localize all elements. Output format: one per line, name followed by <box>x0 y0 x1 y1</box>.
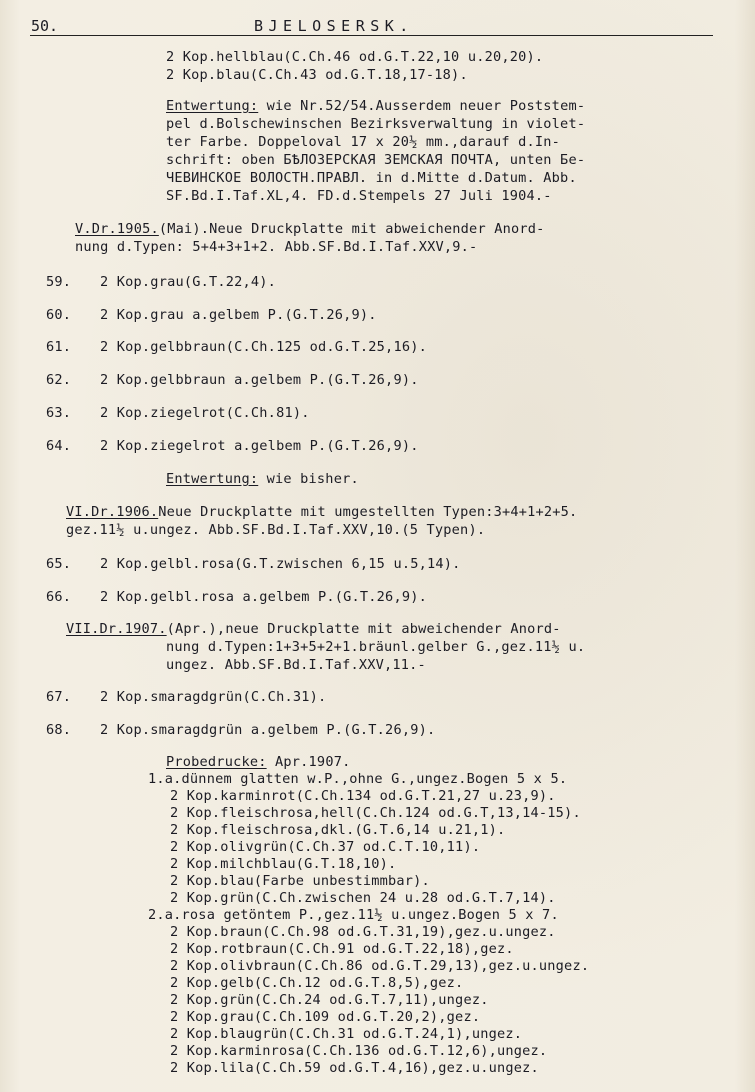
text-line: nung d.Typen: 5+4+3+1+2. Abb.SF.Bd.I.Taf.XXV,9.- <box>75 239 478 255</box>
item-text: 2 Kop.ziegelrot a.gelbem P.(G.T.26,9). <box>100 438 419 454</box>
text-line: 2 Kop.hellblau(C.Ch.46 od.G.T.22,10 u.20,20). <box>166 49 544 65</box>
paragraph-line <box>75 221 545 238</box>
text-line: gez.11½ u.ungez. Abb.SF.Bd.I.Taf.XXV,10.(5 Typen). <box>66 522 486 538</box>
paragraph-line <box>166 754 350 771</box>
item-text: 2 Kop.gelbl.rosa a.gelbem P.(G.T.26,9). <box>100 589 427 605</box>
item-text: 2 Kop.ziegelrot(C.Ch.81). <box>100 405 310 421</box>
text-line: 2 Kop.fleischrosa,hell(C.Ch.124 od.G.T,13,14-15). <box>170 805 581 821</box>
text-line: 2 Kop.gelb(C.Ch.12 od.G.T.8,5),gez. <box>170 975 464 991</box>
text-line: 2 Kop.grün(C.Ch.24 od.G.T.7,11),ungez. <box>170 992 489 1008</box>
text-span: (Apr.),neue Druckplatte mit abweichender Anord- <box>166 621 561 637</box>
text-line: SF.Bd.I.Taf.XL,4. FD.d.Stempels 27 Juli 1904.- <box>166 188 552 204</box>
item-number: 61. <box>46 339 72 355</box>
page-title: BJELOSERSK. <box>254 17 414 35</box>
text-line: 2 Kop.blau(Farbe unbestimmbar). <box>170 873 430 889</box>
list-item <box>46 405 310 422</box>
item-text: 2 Kop.smaragdgrün(C.Ch.31). <box>100 689 327 705</box>
text-line: schrift: oben БѢЛОЗЕРСКАЯ ЗЕМСКАЯ ПОЧТА, unten Бе- <box>166 152 586 168</box>
item-text: 2 Kop.gelbl.rosa(G.T.zwischen 6,15 u.5,14). <box>100 556 461 572</box>
item-text: 2 Kop.smaragdgrün a.gelbem P.(G.T.26,9). <box>100 722 436 738</box>
list-item <box>46 556 461 573</box>
text-line: 2.a.rosa getöntem P.,gez.11½ u.ungez.Bogen 5 x 7. <box>148 907 559 923</box>
item-number: 63. <box>46 405 72 421</box>
list-item <box>46 722 435 739</box>
text-line: 2 Kop.braun(C.Ch.98 od.G.T.31,19),gez.u.ungez. <box>170 924 556 940</box>
item-number: 66. <box>46 589 72 605</box>
item-text: 2 Kop.grau(G.T.22,4). <box>100 274 277 290</box>
item-number: 64. <box>46 438 72 454</box>
text-line: 2 Kop.olivgrün(C.Ch.37 od.C.T.10,11). <box>170 839 481 855</box>
header-rule <box>30 35 713 36</box>
section-heading: VI.Dr.1906. <box>66 504 159 520</box>
text-line: pel d.Bolschewinschen Bezirksverwaltung in violet- <box>166 116 586 132</box>
text-line: nung d.Typen:1+3+5+2+1.bräunl.gelber G.,gez.11½ u. <box>166 639 586 655</box>
text-line: 1.a.dünnem glatten w.P.,ohne G.,ungez.Bogen 5 x 5. <box>148 771 568 787</box>
item-text: 2 Kop.grau a.gelbem P.(G.T.26,9). <box>100 307 377 323</box>
page-number: 50. <box>31 17 59 35</box>
section-heading: VII.Dr.1907. <box>66 621 167 637</box>
list-item <box>46 689 326 706</box>
text-line: 2 Kop.grün(C.Ch.zwischen 24 u.28 od.G.T.7,14). <box>170 890 556 906</box>
list-item <box>46 589 427 606</box>
text-line: 2 Kop.lila(C.Ch.59 od.G.T.4,16),gez.u.ungez. <box>170 1060 539 1076</box>
list-item <box>46 438 419 455</box>
item-number: 60. <box>46 307 72 323</box>
item-text: 2 Kop.gelbbraun(C.Ch.125 od.G.T.25,16). <box>100 339 427 355</box>
text-line: ЧЕВИНСКОЕ ВОЛОСТН.ПРАВЛ. in d.Mitte d.Datum. Abb. <box>166 170 577 186</box>
text-span: wie Nr.52/54.Ausserdem neuer Poststem- <box>258 98 586 114</box>
paragraph-line <box>166 98 585 115</box>
section-heading: Entwertung: <box>166 98 259 114</box>
text-line: ter Farbe. Doppeloval 17 x 20½ mm.,darauf d.In- <box>166 134 561 150</box>
section-heading: Probedrucke: <box>166 754 267 770</box>
text-span: (Mai).Neue Druckplatte mit abweichender Anord- <box>158 221 545 237</box>
text-line: 2 Kop.karminrot(C.Ch.134 od.G.T.21,27 u.23,9). <box>170 788 556 804</box>
text-span: Apr.1907. <box>266 754 351 770</box>
text-line: 2 Kop.milchblau(G.T.18,10). <box>170 856 397 872</box>
list-item <box>46 372 419 389</box>
text-line: 2 Kop.blaugrün(C.Ch.31 od.G.T.24,1),ungez. <box>170 1026 523 1042</box>
paragraph-line <box>66 621 561 638</box>
text-line: 2 Kop.karminrosa(C.Ch.136 od.G.T.12,6),ungez. <box>170 1043 548 1059</box>
text-line: 2 Kop.blau(C.Ch.43 od.G.T.18,17-18). <box>166 67 468 83</box>
list-item <box>46 339 427 356</box>
text-line: 2 Kop.fleischrosa,dkl.(G.T.6,14 u.21,1). <box>170 822 506 838</box>
text-line: 2 Kop.rotbraun(C.Ch.91 od.G.T.22,18),gez. <box>170 941 514 957</box>
list-item <box>46 307 377 324</box>
item-text: 2 Kop.gelbbraun a.gelbem P.(G.T.26,9). <box>100 372 419 388</box>
item-number: 65. <box>46 556 72 572</box>
item-number: 67. <box>46 689 72 705</box>
paragraph-line <box>166 471 359 488</box>
text-line: 2 Kop.grau(C.Ch.109 od.G.T.20,2),gez. <box>170 1009 481 1025</box>
section-heading: V.Dr.1905. <box>75 221 159 237</box>
text-span: wie bisher. <box>258 471 359 487</box>
text-span: Neue Druckplatte mit umgestellten Typen:3+4+1+2+5. <box>158 504 578 520</box>
item-number: 68. <box>46 722 72 738</box>
item-number: 59. <box>46 274 72 290</box>
text-line: 2 Kop.olivbraun(C.Ch.86 od.G.T.29,13),gez.u.ungez. <box>170 958 590 974</box>
list-item <box>46 274 276 291</box>
paragraph-line <box>66 504 577 521</box>
item-number: 62. <box>46 372 72 388</box>
text-line: ungez. Abb.SF.Bd.I.Taf.XXV,11.- <box>166 657 426 673</box>
section-heading: Entwertung: <box>166 471 259 487</box>
